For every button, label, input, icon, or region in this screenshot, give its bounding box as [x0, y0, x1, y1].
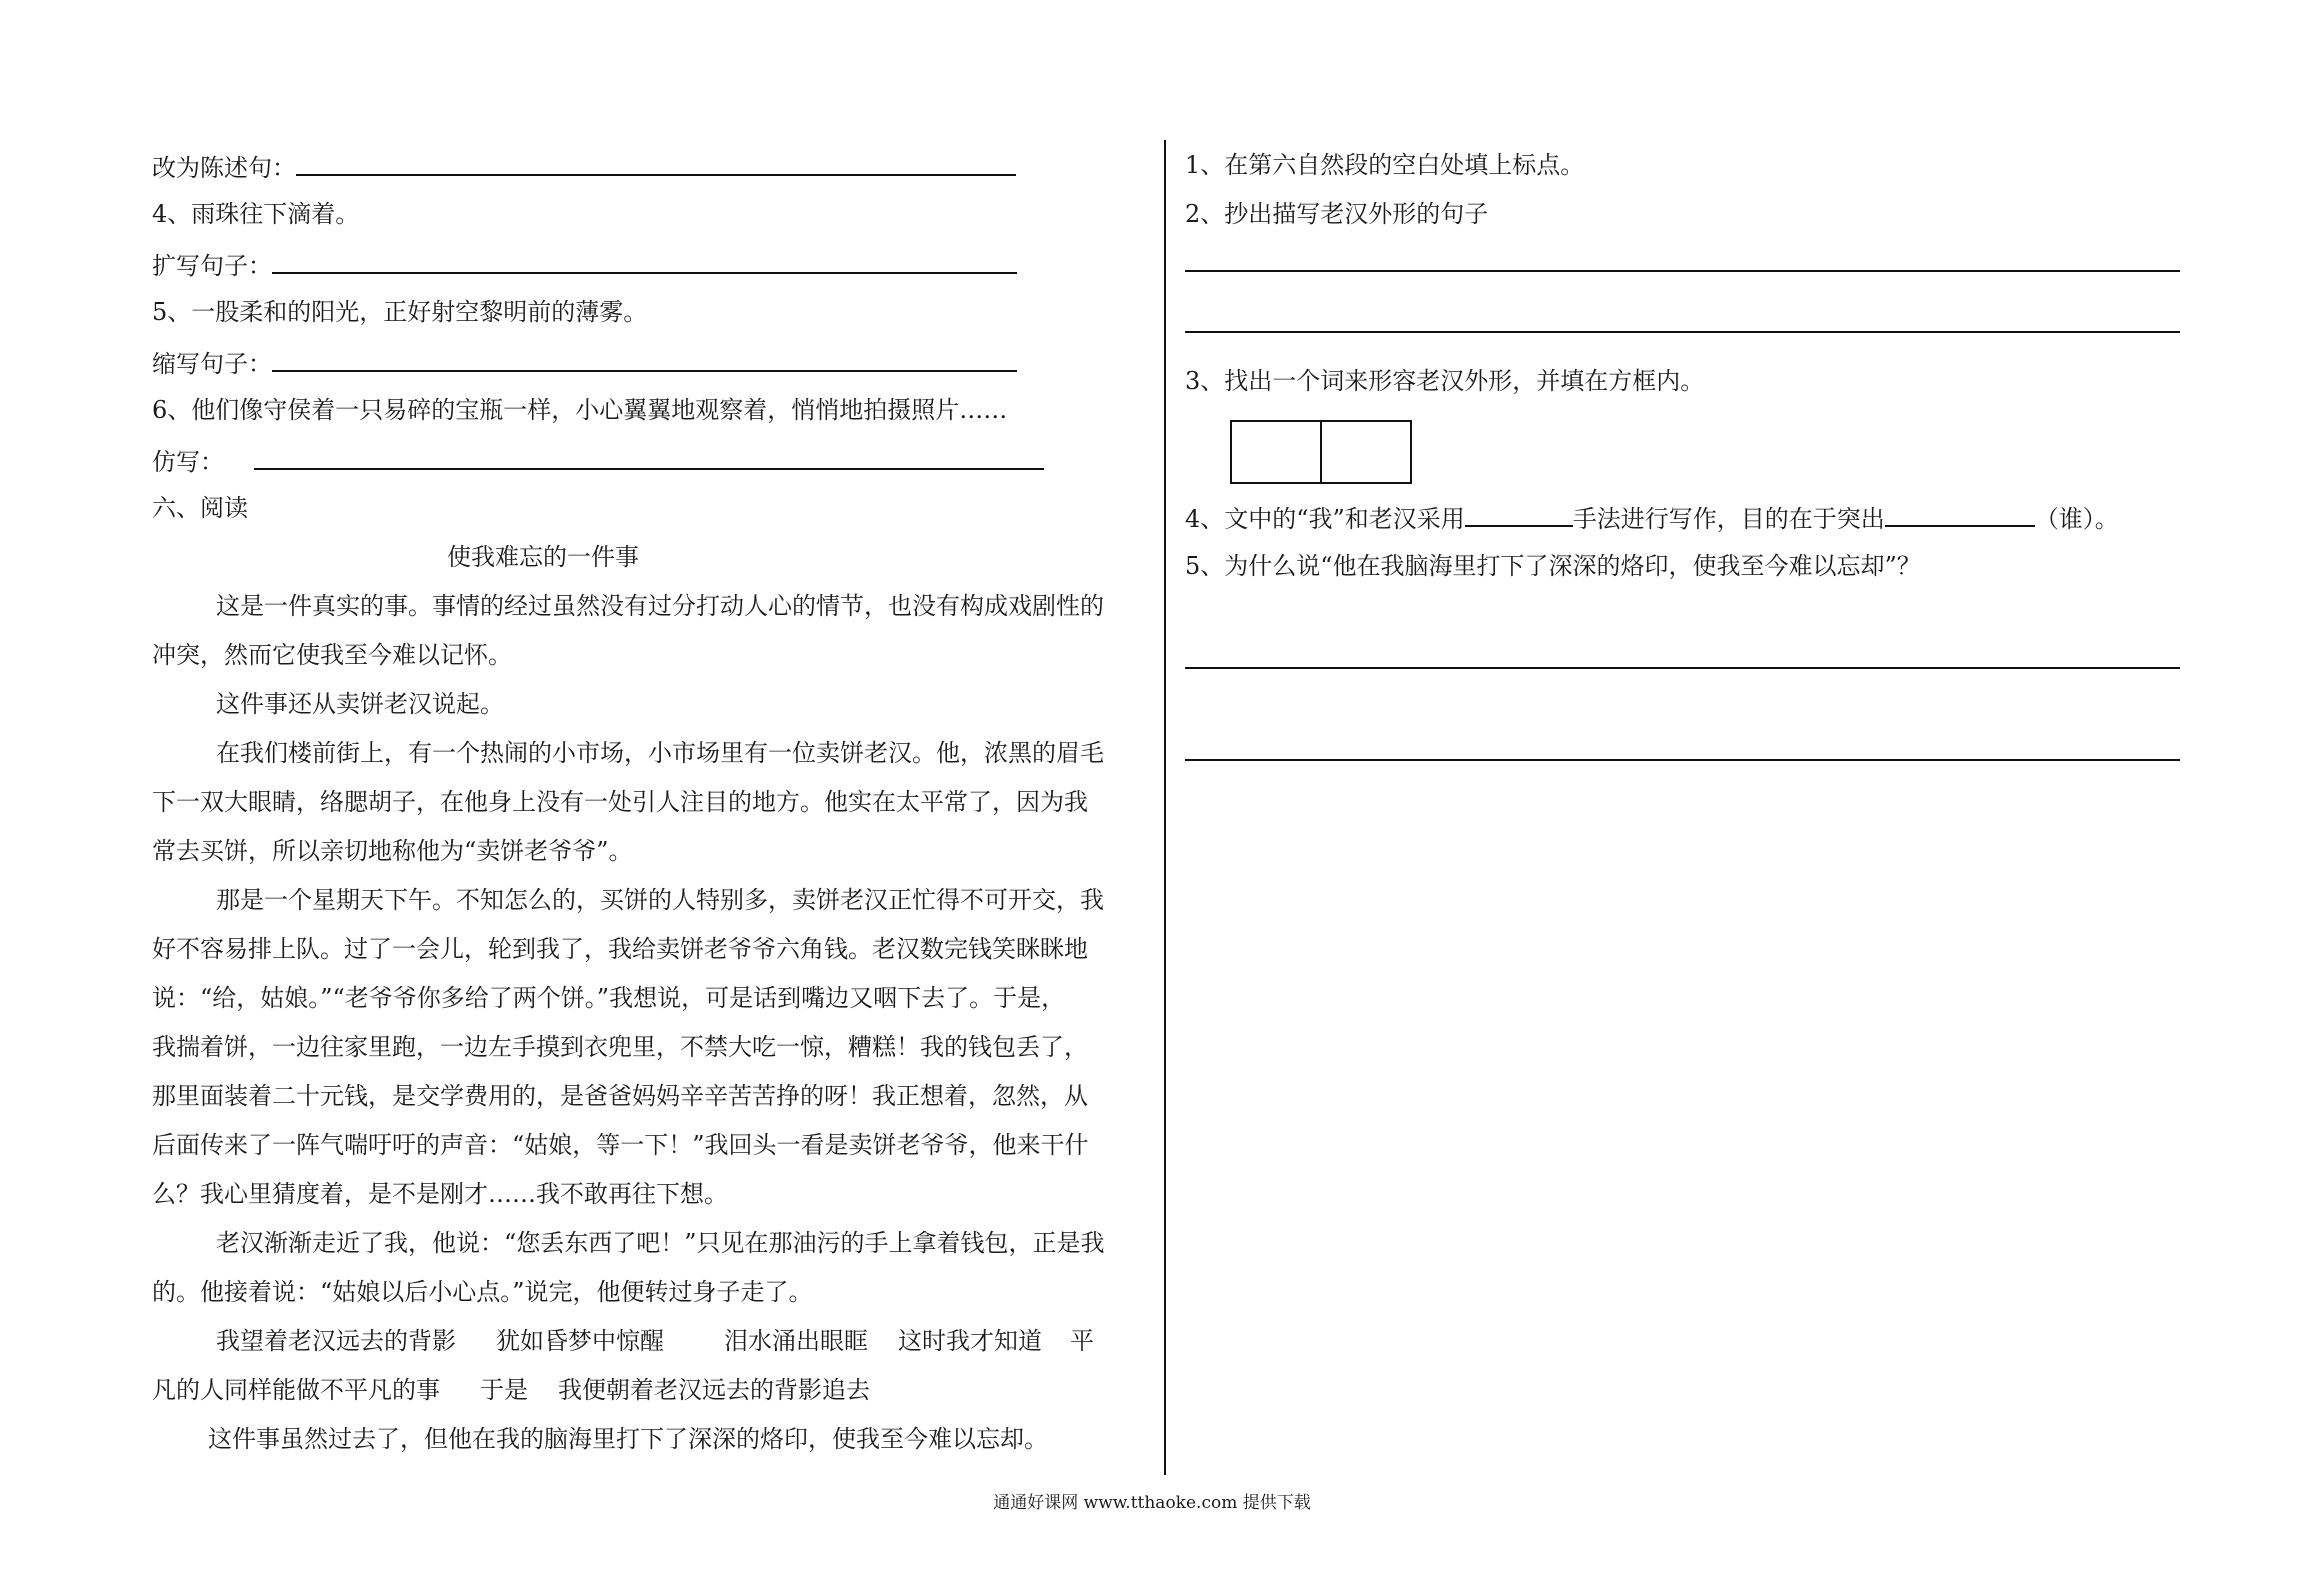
passage-line: 这是一件真实的事。事情的经过虽然没有过分打动人心的情节，也没有构成戏剧性的	[216, 592, 1104, 620]
passage-line: 在我们楼前街上，有一个热闹的小市场，小市场里有一位卖饼老汉。他，浓黑的眉毛	[216, 739, 1104, 767]
passage-fragment: 这时我才知道	[898, 1327, 1042, 1355]
shrink-sentence-row	[152, 346, 1017, 379]
expand-sentence-row	[152, 248, 1017, 281]
right-question-5: 5、为什么说“他在我脑海里打下了深深的烙印，使我至今难以忘却”？	[1185, 552, 1921, 580]
rewrite-declarative-row	[152, 150, 1016, 183]
question-5: 5、一股柔和的阳光，正好射空黎明前的薄雾。	[152, 298, 648, 326]
passage-fragment: 犹如昏梦中惊醒	[496, 1327, 664, 1355]
answer-line[interactable]	[1185, 270, 2180, 272]
answer-line[interactable]	[1185, 331, 2180, 333]
focus-person-blank[interactable]	[1885, 501, 2035, 527]
word-answer-box[interactable]	[1320, 420, 1412, 484]
column-divider	[1164, 140, 1166, 1475]
imitate-sentence-row	[152, 444, 1044, 477]
right-question-2: 2、抄出描写老汉外形的句子	[1185, 200, 1489, 228]
question-4-part: （谁）。	[2034, 505, 2119, 533]
passage-line: 这件事虽然过去了，但他在我的脑海里打下了深深的烙印，使我至今难以忘却。	[208, 1425, 1048, 1453]
word-answer-box[interactable]	[1230, 420, 1322, 484]
answer-line[interactable]	[1185, 759, 2180, 761]
passage-fragment: 平	[1070, 1327, 1094, 1355]
writing-technique-blank[interactable]	[1465, 501, 1573, 527]
passage-line: 常去买饼，所以亲切地称他为“卖饼老爷爷”。	[152, 837, 633, 865]
passage-line: 冲突，然而它使我至今难以记怀。	[152, 641, 512, 669]
rewrite-declarative-answer-line[interactable]	[296, 150, 1016, 176]
passage-fragment: 泪水涌出眼眶	[724, 1327, 868, 1355]
question-4: 4、雨珠往下滴着。	[152, 200, 360, 228]
rewrite-declarative-label: 改为陈述句：	[152, 154, 296, 182]
passage-line: 后面传来了一阵气喘吁吁的声音：“姑娘，等一下！”我回头一看是卖饼老爷爷，他来干什	[152, 1131, 1089, 1159]
right-question-4	[1185, 501, 2119, 534]
passage-line: 说：“给，姑娘。”“老爷爷你多给了两个饼。”我想说，可是话到嘴边又咽下去了。于是，	[152, 984, 1066, 1012]
expand-sentence-answer-line[interactable]	[272, 248, 1017, 274]
passage-line: 那是一个星期天下午。不知怎么的，买饼的人特别多，卖饼老汉正忙得不可开交，我	[216, 886, 1104, 914]
passage-line: 么？我心里猜度着，是不是刚才……我不敢再往下想。	[152, 1180, 728, 1208]
punctuation-blank-line	[152, 1375, 870, 1405]
passage-fragment: 于是	[480, 1376, 528, 1404]
shrink-sentence-label: 缩写句子：	[152, 350, 272, 378]
right-question-3: 3、找出一个词来形容老汉外形，并填在方框内。	[1185, 367, 1705, 395]
right-question-1: 1、在第六自然段的空白处填上标点。	[1185, 151, 1585, 179]
punctuation-blank-line	[216, 1326, 1094, 1356]
passage-line: 好不容易排上队。过了一会儿，轮到我了，我给卖饼老爷爷六角钱。老汉数完钱笑眯眯地	[152, 935, 1088, 963]
question-6: 6、他们像守侯着一只易碎的宝瓶一样，小心翼翼地观察着，悄悄地拍摄照片……	[152, 396, 1008, 424]
passage-line: 下一双大眼睛，络腮胡子，在他身上没有一处引人注目的地方。他实在太平常了，因为我	[152, 788, 1088, 816]
question-4-part: 4、文中的“我”和老汉采用	[1185, 505, 1465, 533]
passage-line: 这件事还从卖饼老汉说起。	[216, 690, 504, 718]
imitate-sentence-answer-line[interactable]	[254, 444, 1044, 470]
expand-sentence-label: 扩写句子：	[152, 252, 272, 280]
answer-line[interactable]	[1185, 667, 2180, 669]
passage-line: 那里面装着二十元钱，是交学费用的，是爸爸妈妈辛辛苦苦挣的呀！我正想着，忽然，从	[152, 1082, 1088, 1110]
passage-fragment: 我望着老汉远去的背影	[216, 1327, 456, 1355]
imitate-sentence-label: 仿写：	[152, 448, 224, 476]
passage-title: 使我难忘的一件事	[447, 543, 639, 571]
footer-credit: 通通好课网 www.tthaoke.com 提供下载	[993, 1493, 1311, 1513]
section-reading-heading: 六、阅读	[152, 494, 248, 522]
passage-fragment: 凡的人同样能做不平凡的事	[152, 1376, 440, 1404]
passage-line: 老汉渐渐走近了我，他说：“您丢东西了吧！”只见在那油污的手上拿着钱包，正是我	[216, 1229, 1105, 1257]
passage-fragment: 我便朝着老汉远去的背影追去	[558, 1376, 870, 1404]
passage-line: 我揣着饼，一边往家里跑，一边左手摸到衣兜里，不禁大吃一惊，糟糕！我的钱包丢了，	[152, 1033, 1088, 1061]
shrink-sentence-answer-line[interactable]	[272, 346, 1017, 372]
question-4-part: 手法进行写作，目的在于突出	[1572, 505, 1885, 533]
passage-line: 的。他接着说：“姑娘以后小心点。”说完，他便转过身子走了。	[152, 1278, 813, 1306]
